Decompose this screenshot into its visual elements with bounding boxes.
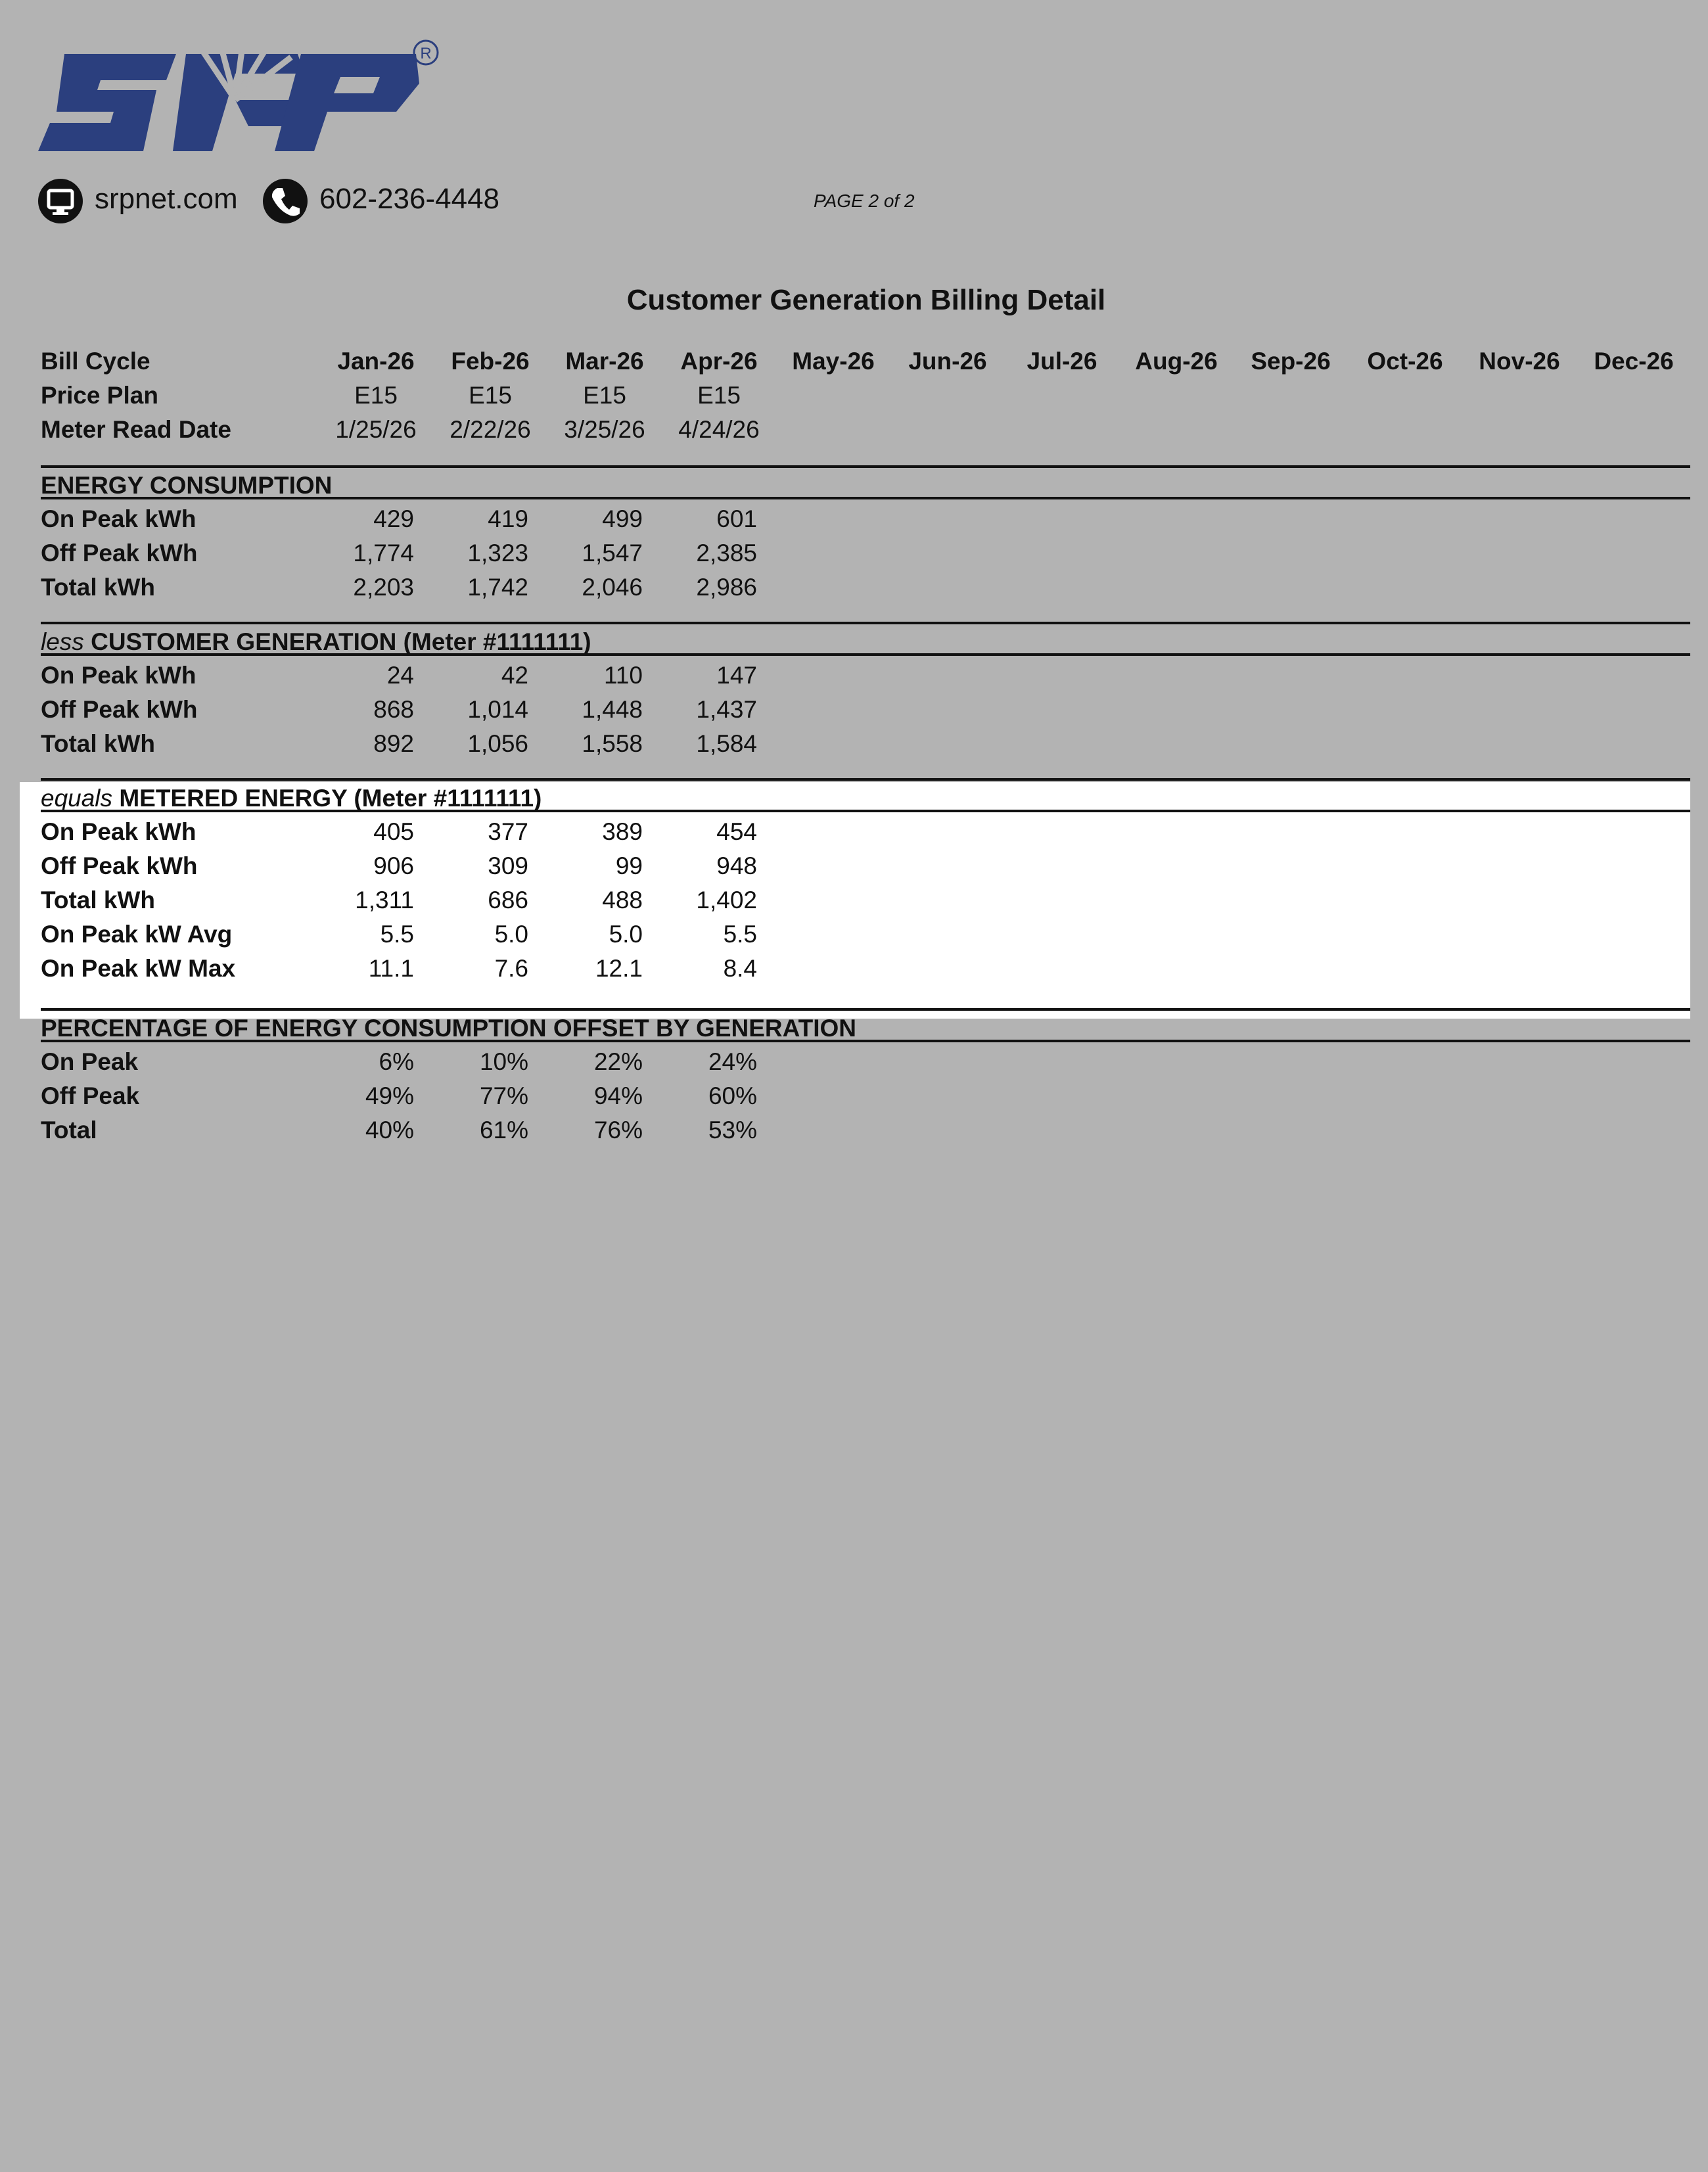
page-number: PAGE 2 of 2: [814, 191, 915, 211]
table-row: [41, 915, 1690, 949]
bill-cycle-label: Bill Cycle: [41, 348, 150, 375]
row-value: 24%: [708, 1048, 757, 1075]
row-label: Off Peak kWh: [41, 540, 198, 566]
row-value: 686: [488, 887, 528, 913]
meter-read-date-label: Meter Read Date: [41, 416, 231, 443]
row-value: 948: [716, 852, 757, 879]
row-value: 49%: [365, 1082, 414, 1109]
month-header: Feb-26: [451, 348, 530, 375]
row-value: 5.5: [723, 921, 757, 948]
row-value: 601: [716, 505, 757, 532]
month-header: May-26: [792, 348, 875, 375]
table-row: [41, 499, 1690, 534]
row-value: 1,547: [582, 540, 643, 566]
month-header: Apr-26: [680, 348, 758, 375]
section-title: [41, 472, 332, 499]
row-label: Total kWh: [41, 887, 156, 913]
section-title-text: ENERGY CONSUMPTION: [41, 472, 333, 499]
table-row: [41, 1076, 1690, 1111]
row-value: 488: [602, 887, 643, 913]
price-plan-value: E15: [354, 382, 398, 409]
phone-icon: [263, 179, 308, 223]
row-value: 2,046: [582, 574, 643, 601]
row-value: 1,558: [582, 730, 643, 757]
price-plan-value: E15: [697, 382, 741, 409]
row-label: On Peak kW Max: [41, 955, 236, 982]
row-value: 6%: [379, 1048, 414, 1075]
row-value: 1,584: [696, 730, 757, 757]
meter-read-date-value: 4/24/26: [678, 416, 760, 443]
row-value: 1,774: [353, 540, 414, 566]
row-value: 24: [386, 662, 414, 689]
row-value: 7.6: [494, 955, 528, 982]
row-value: 1,014: [467, 696, 528, 723]
row-value: 1,402: [696, 887, 757, 913]
row-value: 12.1: [595, 955, 643, 982]
row-value: 1,742: [467, 574, 528, 601]
section-title: [41, 1015, 856, 1042]
row-value: 892: [373, 730, 414, 757]
row-value: 389: [602, 818, 643, 845]
table-row: [41, 881, 1690, 915]
row-value: 1,448: [582, 696, 643, 723]
month-header: Mar-26: [565, 348, 644, 375]
row-value: 5.0: [494, 921, 528, 948]
row-value: 147: [716, 662, 757, 689]
section-spacer: [41, 602, 1690, 622]
row-value: 53%: [708, 1117, 757, 1144]
row-label: Total kWh: [41, 574, 156, 601]
bill-cycle-row: [41, 342, 1690, 376]
row-value: 8.4: [723, 955, 757, 982]
section-spacer: [41, 983, 1690, 1008]
row-value: 454: [716, 818, 757, 845]
row-value: 42: [501, 662, 528, 689]
month-header: Jul-26: [1027, 348, 1097, 375]
month-header: Nov-26: [1479, 348, 1560, 375]
row-label: On Peak kWh: [41, 505, 196, 532]
row-label: On Peak kWh: [41, 818, 196, 845]
row-value: 1,056: [467, 730, 528, 757]
row-value: 309: [488, 852, 528, 879]
table-row: [41, 846, 1690, 881]
row-label: Off Peak: [41, 1082, 140, 1109]
sections: [41, 465, 1690, 1145]
price-plan-label: Price Plan: [41, 382, 158, 409]
table-row: [41, 1111, 1690, 1145]
month-header: Sep-26: [1251, 348, 1331, 375]
row-value: 1,311: [355, 887, 414, 913]
website-text: srpnet.com: [95, 183, 238, 215]
row-label: On Peak: [41, 1048, 139, 1075]
row-value: 2,986: [696, 574, 757, 601]
table-row: [41, 812, 1690, 846]
row-value: 40%: [365, 1117, 414, 1144]
billing-detail-table: [41, 342, 1690, 1145]
row-value: 99: [615, 852, 643, 879]
srp-logo-graphic: [38, 34, 446, 159]
row-value: 77%: [479, 1082, 528, 1109]
meter-read-date-value: 2/22/26: [450, 416, 531, 443]
row-label: Total: [41, 1117, 97, 1144]
row-label: On Peak kWh: [41, 662, 196, 689]
row-value: 499: [602, 505, 643, 532]
meter-read-date-row: [41, 410, 1690, 444]
meter-read-date-value: 3/25/26: [564, 416, 645, 443]
page-title: Customer Generation Billing Detail: [626, 284, 1106, 316]
row-value: 377: [488, 818, 528, 845]
row-value: 5.0: [609, 921, 643, 948]
month-header: Jun-26: [908, 348, 987, 375]
row-value: 2,385: [696, 540, 757, 566]
row-value: 22%: [593, 1048, 643, 1075]
section-lead: equals: [41, 785, 113, 812]
section-title: [41, 628, 591, 656]
row-value: 60%: [708, 1082, 757, 1109]
row-label: Total kWh: [41, 730, 156, 757]
row-value: 1,323: [467, 540, 528, 566]
section-header: [41, 622, 1690, 656]
row-value: 429: [373, 505, 414, 532]
month-header: Oct-26: [1367, 348, 1443, 375]
row-value: 1,437: [696, 696, 757, 723]
row-value: 11.1: [368, 955, 414, 982]
row-value: 419: [488, 505, 528, 532]
row-value: 405: [373, 818, 414, 845]
month-header: Dec-26: [1594, 348, 1674, 375]
row-value: 61%: [479, 1117, 528, 1144]
row-value: 5.5: [380, 921, 414, 948]
row-value: 10%: [479, 1048, 528, 1075]
table-row: [41, 1042, 1690, 1076]
meter-read-date-value: 1/25/26: [335, 416, 417, 443]
section-header: [41, 1008, 1690, 1042]
price-plan-value: E15: [469, 382, 512, 409]
section-lead: less: [41, 628, 84, 655]
row-value: 2,203: [353, 574, 414, 601]
row-value: 76%: [593, 1117, 643, 1144]
svg-text:R: R: [420, 45, 432, 62]
section-spacer: [41, 758, 1690, 778]
row-label: Off Peak kWh: [41, 696, 198, 723]
section-title-text: METERED ENERGY (Meter #1111111): [119, 785, 542, 812]
price-plan-value: E15: [583, 382, 626, 409]
section-title: [41, 785, 542, 812]
section-header: [41, 465, 1690, 499]
table-row: [41, 690, 1690, 724]
section-title-text: CUSTOMER GENERATION (Meter #1111111): [91, 628, 591, 655]
row-value: 110: [604, 662, 643, 689]
table-row: [41, 656, 1690, 690]
row-label: On Peak kW Avg: [41, 921, 233, 948]
price-plan-row: [41, 376, 1690, 410]
row-label: Off Peak kWh: [41, 852, 198, 879]
srp-logo: [38, 34, 446, 162]
row-value: 868: [373, 696, 414, 723]
month-header: Aug-26: [1135, 348, 1218, 375]
table-row: [41, 568, 1690, 602]
table-row: [41, 949, 1690, 983]
monitor-icon: [38, 179, 83, 223]
table-row: [41, 534, 1690, 568]
row-value: 906: [373, 852, 414, 879]
row-value: 94%: [593, 1082, 643, 1109]
phone-text: 602-236-4448: [319, 183, 500, 215]
section-title-text: PERCENTAGE OF ENERGY CONSUMPTION OFFSET BY GENERATION: [41, 1015, 856, 1042]
table-row: [41, 724, 1690, 758]
month-header: Jan-26: [337, 348, 415, 375]
section-header: [41, 778, 1690, 812]
